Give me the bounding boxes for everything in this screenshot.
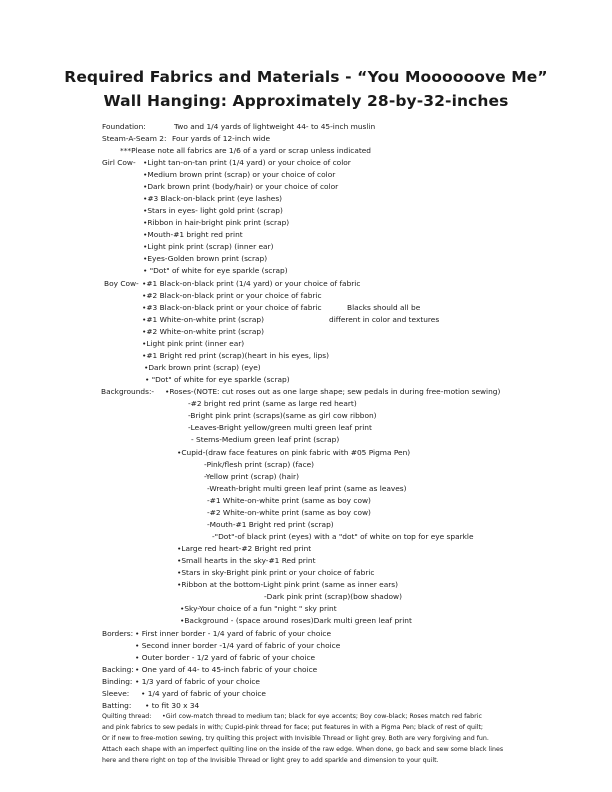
- backgrounds-label: Backgrounds:-: [101, 387, 155, 396]
- backgrounds-item: -Pink/flesh print (scrap) (face): [204, 460, 315, 469]
- quilting-label: Quilting thread:: [102, 713, 152, 720]
- backgrounds-item: •Roses-(NOTE: cut roses out as one large shape; sew pedals in during free-motion sewing): [165, 387, 501, 396]
- backgrounds-item: -Wreath-bright multi green leaf print (same as leaves): [207, 484, 407, 493]
- boy-cow-side-note-1: Blacks should all be: [347, 303, 421, 312]
- girl-cow-label: Girl Cow-: [102, 158, 136, 167]
- quilting-line: Or if new to free-motion sewing, try quilting this project with Invisible Thread or light grey. Both are very forgiving and fun.: [102, 735, 489, 742]
- backgrounds-item: - Stems-Medium green leaf print (scrap): [191, 435, 340, 444]
- sleeve-text: • 1/4 yard of fabric of your choice: [141, 689, 266, 698]
- title-line-1: Required Fabrics and Materials - “You Moooooove Me”: [64, 68, 548, 86]
- girl-cow-item: •Light pink print (scrap) (inner ear): [143, 242, 274, 251]
- backgrounds-item: -#2 bright red print (same as large red heart): [188, 399, 357, 408]
- sleeve-label: Sleeve:: [102, 689, 130, 698]
- backgrounds-item: -Leaves-Bright yellow/green multi green leaf print: [188, 423, 372, 432]
- batting-text: • to fit 30 x 34: [145, 701, 200, 710]
- backgrounds-item: -#1 White-on-white print (same as boy cow): [207, 496, 371, 505]
- steam-label: Steam-A-Seam 2:: [102, 134, 167, 143]
- backgrounds-item: -Yellow print (scrap) (hair): [204, 472, 299, 481]
- boy-cow-side-note-2: different in color and textures: [329, 315, 440, 324]
- borders-label: Borders:: [102, 629, 134, 638]
- boy-cow-item: •#2 Black-on-black print or your choice of fabric: [142, 291, 322, 300]
- boy-cow-item: •#1 Black-on-black print (1/4 yard) or your choice of fabric: [142, 279, 361, 288]
- backing-text: • One yard of 44- to 45-inch fabric of your choice: [135, 665, 318, 674]
- girl-cow-item: •#3 Black-on-black print (eye lashes): [143, 194, 283, 203]
- binding-text: • 1/3 yard of fabric of your choice: [135, 677, 260, 686]
- boy-cow-item: •#2 White-on-white print (scrap): [142, 327, 264, 336]
- girl-cow-item: • "Dot" of white for eye sparkle (scrap): [143, 266, 288, 275]
- foundation-text: Two and 1/4 yards of lightweight 44- to 45-inch muslin: [174, 122, 376, 131]
- backgrounds-item: -Mouth-#1 Bright red print (scrap): [207, 520, 334, 529]
- backgrounds-item: -"Dot"-of black print (eyes) with a "dot" of white on top for eye sparkle: [212, 532, 474, 541]
- girl-cow-item: •Mouth-#1 bright red print: [143, 230, 243, 239]
- backgrounds-item: •Ribbon at the bottom-Light pink print (same as inner ears): [177, 580, 398, 589]
- binding-label: Binding:: [102, 677, 133, 686]
- boy-cow-item: •#1 White-on-white print (scrap): [142, 315, 264, 324]
- borders-item: • Outer border - 1/2 yard of fabric of your choice: [135, 653, 316, 662]
- borders-item: • Second inner border -1/4 yard of fabric of your choice: [135, 641, 341, 650]
- foundation-label: Foundation:: [102, 122, 146, 131]
- boy-cow-item: •#3 Black-on-black print or your choice of fabric: [142, 303, 322, 312]
- backgrounds-item: •Background - (space around roses)Dark multi green leaf print: [180, 616, 412, 625]
- batting-label: Batting:: [102, 701, 132, 710]
- steam-text: Four yards of 12-inch wide: [172, 134, 270, 143]
- girl-cow-item: •Light tan-on-tan print (1/4 yard) or your choice of color: [143, 158, 351, 167]
- backgrounds-item: •Small hearts in the sky-#1 Red print: [177, 556, 316, 565]
- backing-label: Backing:: [102, 665, 134, 674]
- girl-cow-item: •Stars in eyes- light gold print (scrap): [143, 206, 283, 215]
- backgrounds-item: -#2 White-on-white print (same as boy cow): [207, 508, 371, 517]
- boy-cow-item: •Light pink print (inner ear): [142, 339, 245, 348]
- backgrounds-item: -Bright pink print (scraps)(same as girl cow ribbon): [188, 411, 377, 420]
- quilting-line: here and there right on top of the Invisible Thread or light grey to add sparkle and dimension to your quilt.: [102, 757, 439, 764]
- girl-cow-item: •Ribbon in hair-bright pink print (scrap): [143, 218, 290, 227]
- girl-cow-item: •Medium brown print (scrap) or your choice of color: [143, 170, 336, 179]
- backgrounds-item: •Sky-Your choice of a fun "night " sky print: [180, 604, 337, 613]
- fabric-note: ***Please note all fabrics are 1/6 of a yard or scrap unless indicated: [120, 146, 371, 155]
- quilting-line: and pink fabrics to sew pedals in with; Cupid-pink thread for face; put features in with a Pigma Pen; black of rest of quilt;: [102, 724, 484, 731]
- quilting-line: •Girl cow-match thread to medium tan; black for eye accents; Boy cow-black; Roses match red fabric: [162, 713, 482, 720]
- title-line-2: Wall Hanging: Approximately 28-by-32-inches: [103, 92, 509, 110]
- boy-cow-item: • "Dot" of white for eye sparkle (scrap): [145, 375, 290, 384]
- boy-cow-item: •Dark brown print (scrap) (eye): [144, 363, 261, 372]
- backgrounds-item: -Dark pink print (scrap)(bow shadow): [264, 592, 402, 601]
- backgrounds-item: •Cupid-(draw face features on pink fabric with #05 Pigma Pen): [177, 448, 411, 457]
- borders-item: • First inner border - 1/4 yard of fabric of your choice: [135, 629, 331, 638]
- girl-cow-item: •Dark brown print (body/hair) or your choice of color: [143, 182, 339, 191]
- backgrounds-item: •Large red heart-#2 Bright red print: [177, 544, 312, 553]
- backgrounds-item: •Stars in sky-Bright pink print or your choice of fabric: [177, 568, 375, 577]
- boy-cow-item: •#1 Bright red print (scrap)(heart in his eyes, lips): [142, 351, 330, 360]
- girl-cow-item: •Eyes-Golden brown print (scrap): [143, 254, 268, 263]
- quilting-line: Attach each shape with an imperfect quilting line on the inside of the raw edge. When done, go back and sew some black lines: [102, 746, 504, 753]
- boy-cow-label: Boy Cow-: [104, 279, 139, 288]
